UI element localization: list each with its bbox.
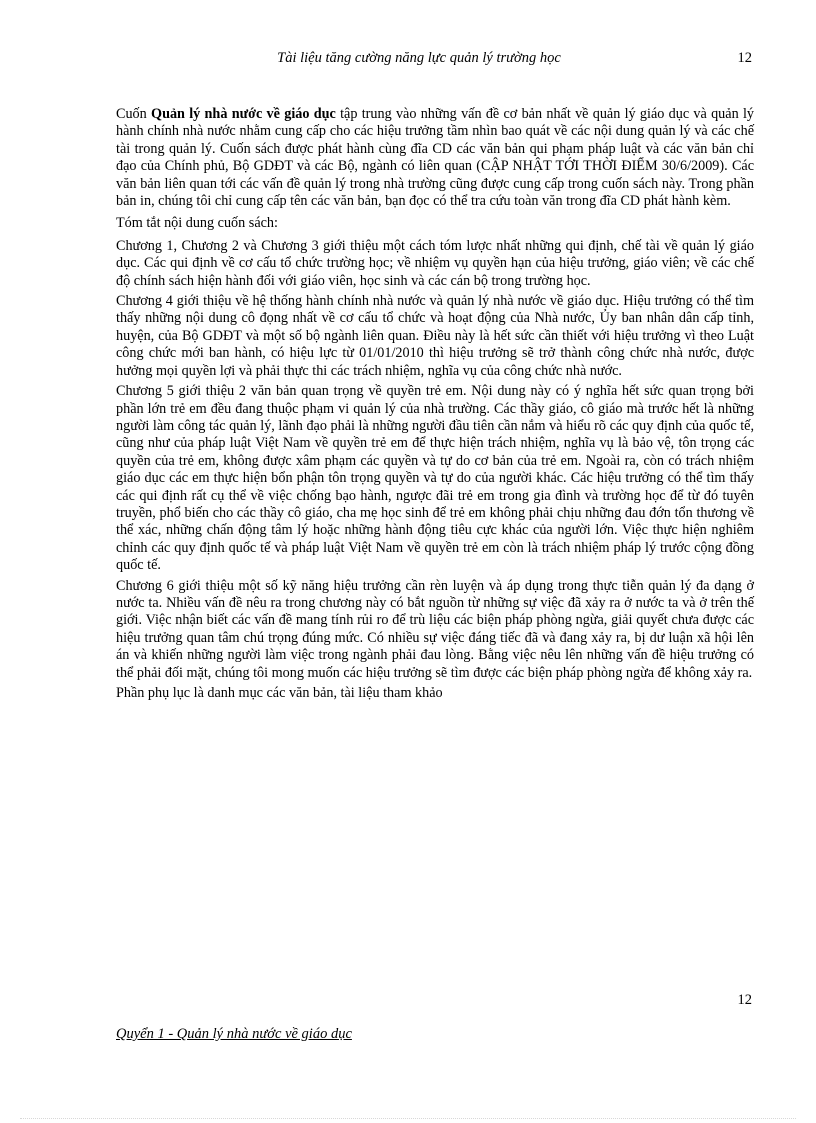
paragraph-chapters-1-3: Chương 1, Chương 2 và Chương 3 giới thiệu một cách tóm lược nhất những qui định, chế tài về quản lý giáo dục. Các qui định về cơ cấu tổ chức trường học; về nhiệm vụ quyền hạn của hiệu trưởng, giáo viên; về các chế độ chính sách hiện hành đối với giáo viên, học sinh và các cán bộ trong trường học.: [116, 237, 754, 289]
paragraph-appendix: Phần phụ lục là danh mục các văn bản, tài liệu tham khảo: [116, 685, 443, 701]
book-title: Quản lý nhà nước về giáo dục: [151, 106, 336, 122]
intro-paragraph: [116, 106, 754, 210]
footer-volume-title: Quyển 1 - Quản lý nhà nước về giáo dục: [116, 1026, 352, 1042]
paragraph-chapter-4: Chương 4 giới thiệu về hệ thống hành chính nhà nước và quản lý nhà nước về giáo dục. Hiệu trưởng có thể tìm thấy những nội dung cô đọng nhất về cơ cấu tổ chức và hoạt động của Nhà nước, Ủy ban nhân dân cấp tỉnh, huyện, của Bộ GDĐT và một số bộ ngành liên quan. Điều này là hết sức cần thiết với hiệu trưởng vì theo Luật công chức mới ban hành, có hiệu lực từ 01/01/2010 thì hiệu trưởng sẽ trở thành công chức nhà nước, được hưởng mọi quyền lợi và phải thực thi các trách nhiệm, nghĩa vụ của công chức nhà nước.: [116, 293, 754, 379]
intro-lead: Cuốn: [116, 106, 152, 122]
paragraph-chapter-6: Chương 6 giới thiệu một số kỹ năng hiệu trưởng cần rèn luyện và áp dụng trong thực tiễn quản lý đa dạng ở nước ta. Nhiều vấn đề nêu ra trong chương này có bắt nguồn từ những sự việc đã xảy ra ở nước ta và ở trên thế giới. Việc nhận biết các vấn đề mang tính rủi ro để trù liệu các biện pháp phòng ngừa, giải quyết chưa được các hiệu trưởng quan tâm chú trọng đúng mức. Có nhiều sự việc đáng tiếc đã và đang xảy ra, bị dư luận xã hội lên án và khiến những người làm việc trong ngành phải đau lòng. Bằng việc nêu lên những vấn đề hiệu trưởng có thể phải đối mặt, chúng tôi mong muốn các hiệu trưởng sẽ tìm được các biện pháp phòng ngừa để không xảy ra.: [116, 577, 754, 681]
page-header: [116, 50, 752, 70]
header-title: Tài liệu tăng cường năng lực quản lý trường học: [277, 50, 561, 66]
document-body: [116, 106, 754, 705]
footer-page-number: 12: [737, 992, 752, 1008]
header-page-number: 12: [737, 50, 752, 66]
page-bottom-divider: [20, 1118, 796, 1119]
summary-heading: Tóm tắt nội dung cuốn sách:: [116, 215, 278, 232]
intro-text: tập trung vào những vấn đề cơ bản nhất về quản lý giáo dục và quản lý hành chính nhà nước nhằm cung cấp cho các hiệu trưởng tầm nhìn bao quát về các nội dung quản lý và các chế tài trong quản lý. Cuốn sách được phát hành cùng đĩa CD các văn bản qui phạm pháp luật và các văn bản chỉ đạo của Chính phủ, Bộ GDĐT và các Bộ, ngành có liên quan (CẬP NHẬT TỚI THỜI ĐIỂM 30/6/2009). Các văn bản liên quan tới các vấn đề quản lý trong nhà trường cũng được cung cấp trong cuốn sách này. Trong phần bản in, chúng tôi chỉ cung cấp tên các văn bản, bạn đọc có thể tra cứu toàn văn trong đĩa CD phát hành kèm.: [116, 106, 754, 210]
paragraph-chapter-5: Chương 5 giới thiệu 2 văn bản quan trọng về quyền trẻ em. Nội dung này có ý nghĩa hết sức quan trọng bởi phần lớn trẻ em đều đang thuộc phạm vi quản lý của nhà trường. Các thầy giáo, cô giáo mà trước hết là những người làm công tác quản lý, lãnh đạo phải là những người đầu tiên cần nắm và hiểu rõ các quy định của quốc tế, cũng như của pháp luật Việt Nam về quyền trẻ em để thực hiện trách nhiệm, nghĩa vụ là bảo vệ, tôn trọng các quyền của trẻ em, không được xâm phạm các quyền và tự do cơ bản của trẻ em. Ngoài ra, còn có trách nhiệm giáo dục các em thực hiện bổn phận tôn trọng quyền và tự do của người khác. Các hiệu trưởng có thể tìm thấy các qui định rất cụ thể về việc chống bạo hành, ngược đãi trẻ em trong gia đình và trường học để từ đó tuyên truyền, phổ biến cho các thầy cô giáo, cha mẹ học sinh để trẻ em không phải chịu những đau đớn tổn thương về thể xác, những chấn động tâm lý hoặc những hành động tiêu cực khác của người lớn. Việc thực hiện nghiêm chỉnh các quy định quốc tế và pháp luật Việt Nam về quyền trẻ em còn là trách nhiệm pháp lý trước cộng đồng quốc tế.: [116, 383, 754, 574]
